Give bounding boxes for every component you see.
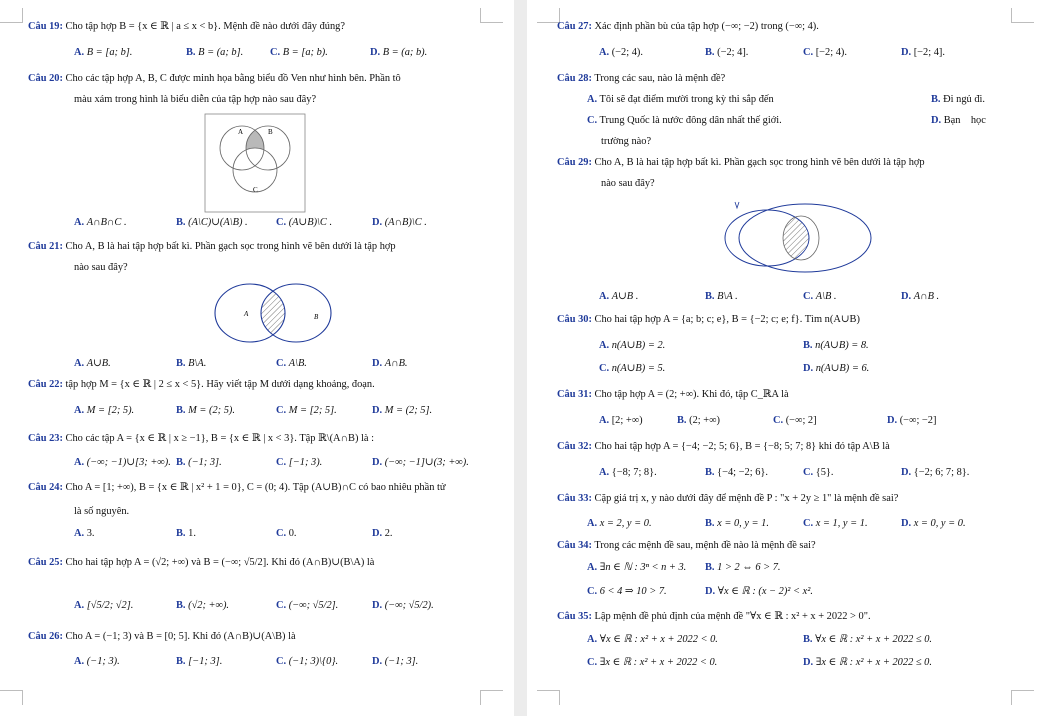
option-a: A. Tôi sẽ đạt điểm mười trong kỳ thi sắp đến bbox=[587, 94, 774, 105]
option-d: D. x = 0, y = 0. bbox=[901, 518, 966, 529]
option-d: D. [−2; 4]. bbox=[901, 47, 945, 58]
question-text: Cho tập hợp B = {x ∈ ℝ | a ≤ x < b}. Mệnh đề nào dưới đây đúng? bbox=[65, 21, 345, 32]
option-b: B. 1 > 2 ⇔ 6 > 7. bbox=[705, 562, 781, 573]
question-20: Câu 20: Cho các tập hợp A, B, C được minh họa bằng biểu đồ Ven như hình bên. Phần tô bbox=[28, 73, 401, 84]
question-34: Câu 34: Trong các mệnh đề sau, mệnh đề nào là mệnh đề sai? bbox=[557, 540, 816, 551]
option-b: B. x = 0, y = 1. bbox=[705, 518, 769, 529]
option-a: A. 3. bbox=[74, 528, 95, 539]
venn-label-c: C bbox=[253, 186, 258, 194]
crop-mark bbox=[537, 690, 560, 705]
option-a: A. [2; +∞) bbox=[599, 415, 643, 426]
question-28: Câu 28: Trong các sau, nào là mệnh đề? bbox=[557, 73, 726, 84]
option-c: C. (A∪B)\C . bbox=[276, 217, 333, 228]
option-a: A. A∪B . bbox=[599, 291, 639, 302]
option-c: C. x = 1, y = 1. bbox=[803, 518, 868, 529]
option-d: D. 2. bbox=[372, 528, 393, 539]
option-c: C. A\B . bbox=[803, 291, 837, 302]
option-d: D. ∀x ∈ ℝ : (x − 2)² < x². bbox=[705, 586, 813, 597]
question-26: Câu 26: Cho A = (−1; 3) và B = [0; 5]. Khi đó (A∩B)∪(A\B) là bbox=[28, 631, 296, 642]
venn-label-a: A bbox=[238, 128, 244, 136]
option-d: D. (A∩B)\C . bbox=[372, 217, 427, 228]
question-33: Câu 33: Cặp giá trị x, y nào dưới đây để mệnh đề P : "x + 2y ≥ 1" là mệnh đề sai? bbox=[557, 493, 899, 504]
option-c: C. Trung Quốc là nước đông dân nhất thế giới. bbox=[587, 115, 782, 126]
option-c: C. A\B. bbox=[276, 358, 307, 369]
question-31: Câu 31: Cho tập hợp A = (2; +∞). Khi đó, tập C_ℝA là bbox=[557, 389, 789, 400]
option-b: B. (−1; 3]. bbox=[176, 457, 222, 468]
option-b: B. B\A. bbox=[176, 358, 207, 369]
option-b: B. 1. bbox=[176, 528, 196, 539]
option-a: A. ∀x ∈ ℝ : x² + x + 2022 < 0. bbox=[587, 634, 718, 645]
question-20-line2: màu xám trong hình là biểu diễn của tập hợp nào sau đây? bbox=[74, 94, 317, 105]
option-b: B. (2; +∞) bbox=[677, 415, 721, 426]
option-d: D. (−1; 3]. bbox=[372, 656, 419, 667]
venn-diagram-abc bbox=[204, 113, 306, 213]
option-b: B. (√2; +∞). bbox=[176, 600, 230, 611]
option-c: C. M = [2; 5]. bbox=[276, 405, 337, 416]
question-29: Câu 29: Cho A, B là hai tập hợp bất kì. Phần gạch sọc trong hình vẽ bên dưới là tập hợp bbox=[557, 157, 925, 168]
option-a: A. [√5/2; √2]. bbox=[74, 600, 134, 611]
left-page bbox=[0, 0, 514, 716]
question-21: Câu 21: Cho A, B là hai tập hợp bất kì. Phần gạch sọc trong hình vẽ bên dưới là tập hợp bbox=[28, 241, 396, 252]
venn-label-b: B bbox=[268, 128, 273, 136]
question-22: Câu 22: tập hợp M = {x ∈ ℝ | 2 ≤ x < 5}. Hãy viết tập M dưới dạng khoảng, đoạn. bbox=[28, 379, 375, 390]
option-b: B. B = (a; b]. bbox=[186, 47, 244, 58]
question-29-line2: nào sau đây? bbox=[601, 178, 655, 189]
option-b: B. {−4; −2; 6}. bbox=[705, 467, 768, 478]
question-25: Câu 25: Cho hai tập hợp A = (√2; +∞) và B = (−∞; √5/2]. Khi đó (A∩B)∪(B\A) là bbox=[28, 557, 375, 568]
option-b: B. n(A∪B) = 8. bbox=[803, 340, 869, 351]
option-a: A. x = 2, y = 0. bbox=[587, 518, 652, 529]
option-d: D. ∃x ∈ ℝ : x² + x + 2022 ≤ 0. bbox=[803, 657, 932, 668]
option-c: C. {5}. bbox=[803, 467, 834, 478]
option-c: C. [−2; 4). bbox=[803, 47, 847, 58]
option-c: C. (−1; 3)\{0}. bbox=[276, 656, 339, 667]
question-30: Câu 30: Cho hai tập hợp A = {a; b; c; e}, B = {−2; c; e; f}. Tìm n(A∪B) bbox=[557, 314, 860, 325]
option-c: C. (−∞; 2] bbox=[773, 415, 817, 426]
option-c: C. 6 < 4 ⇒ 10 > 7. bbox=[587, 586, 667, 597]
option-d: D. (−∞; √5/2). bbox=[372, 600, 434, 611]
option-d: D. (−∞; −1]∪(3; +∞). bbox=[372, 457, 469, 468]
option-b: B. [−1; 3]. bbox=[176, 656, 223, 667]
crop-mark bbox=[1011, 8, 1034, 23]
option-a: A. ∃n ∈ ℕ : 3ⁿ < n + 3. bbox=[587, 562, 687, 573]
option-a: A. (−2; 4). bbox=[599, 47, 643, 58]
option-d: D. A∩B . bbox=[901, 291, 940, 302]
question-19 bbox=[28, 20, 345, 33]
option-c: C. 0. bbox=[276, 528, 297, 539]
question-24-line2: là số nguyên. bbox=[74, 506, 130, 517]
question-24: Câu 24: Cho A = [1; +∞), B = {x ∈ ℝ | x² + 1 = 0}, C = (0; 4). Tập (A∪B)∩C có bao nhiêu phần tử bbox=[28, 482, 446, 493]
option-d: D. n(A∪B) = 6. bbox=[803, 363, 870, 374]
option-b: B. Đi ngủ đi. bbox=[931, 94, 985, 105]
crop-mark bbox=[0, 8, 23, 23]
option-d: D. {−2; 6; 7; 8}. bbox=[901, 467, 970, 478]
option-c: C. n(A∪B) = 5. bbox=[599, 363, 666, 374]
option-c: C. ∃x ∈ ℝ : x² + x + 2022 < 0. bbox=[587, 657, 718, 668]
option-a: A. {−8; 7; 8}. bbox=[599, 467, 657, 478]
option-b: B. ∀x ∈ ℝ : x² + x + 2022 ≤ 0. bbox=[803, 634, 933, 645]
option-a: A. A∩B∩C . bbox=[74, 217, 127, 228]
option-d: D. B = (a; b). bbox=[370, 47, 428, 58]
option-d: D. M = (2; 5]. bbox=[372, 405, 433, 416]
question-35: Câu 35: Lập mệnh đề phủ định của mệnh đề "∀x ∈ ℝ : x² + x + 2022 > 0". bbox=[557, 611, 871, 622]
question-32: Câu 32: Cho hai tập hợp A = {−4; −2; 5; 6}, B = {−8; 5; 7; 8} khi đó tập A\B là bbox=[557, 441, 890, 452]
option-a: A. A∪B. bbox=[74, 358, 111, 369]
question-23: Câu 23: Cho các tập A = {x ∈ ℝ | x ≥ −1}, B = {x ∈ ℝ | x < 3}. Tập ℝ\(A∩B) là : bbox=[28, 433, 375, 444]
arrow-icon bbox=[735, 202, 739, 208]
question-21-line2: nào sau đây? bbox=[74, 262, 128, 273]
option-a: A. B = [a; b]. bbox=[74, 47, 133, 58]
question-label: Câu 19: bbox=[28, 21, 63, 32]
venn-label-a: A bbox=[244, 310, 249, 318]
venn-diagram-ab bbox=[210, 280, 350, 350]
crop-mark bbox=[480, 690, 503, 705]
venn-diagram-hatched bbox=[715, 196, 875, 276]
option-b: B. (A\C)∪(A\B) . bbox=[176, 217, 248, 228]
option-a: A. (−∞; −1)∪[3; +∞). bbox=[74, 457, 171, 468]
crop-mark bbox=[480, 8, 503, 23]
crop-mark bbox=[0, 690, 23, 705]
option-b: B. M = (2; 5). bbox=[176, 405, 235, 416]
crop-mark bbox=[1011, 690, 1034, 705]
option-b: B. (−2; 4]. bbox=[705, 47, 749, 58]
option-c: C. (−∞; √5/2]. bbox=[276, 600, 339, 611]
option-d: D. A∩B. bbox=[372, 358, 408, 369]
option-c: C. B = [a; b). bbox=[270, 47, 328, 58]
option-d: D. (−∞; −2] bbox=[887, 415, 937, 426]
question-27: Câu 27: Xác định phần bù của tập hợp (−∞; −2) trong (−∞; 4). bbox=[557, 21, 819, 32]
option-a: A. n(A∪B) = 2. bbox=[599, 340, 666, 351]
option-c: C. [−1; 3). bbox=[276, 457, 323, 468]
option-a: A. M = [2; 5). bbox=[74, 405, 135, 416]
option-a: A. (−1; 3). bbox=[74, 656, 120, 667]
option-d: D. Bạn học bbox=[931, 115, 986, 126]
venn-label-b: B bbox=[314, 313, 319, 321]
right-page bbox=[527, 0, 1043, 716]
question-28-line3: trường nào? bbox=[601, 136, 652, 147]
option-b: B. B\A . bbox=[705, 291, 738, 302]
